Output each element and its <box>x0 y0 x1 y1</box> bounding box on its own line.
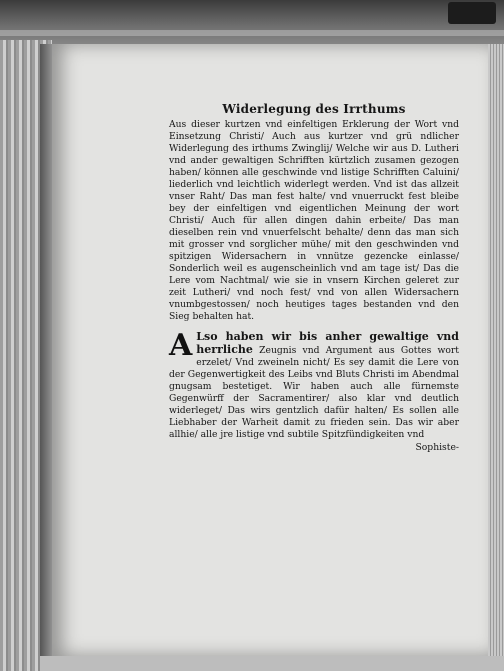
page-heading: Widerlegung des Irrthums <box>222 102 406 116</box>
paragraph-1: Aus dieser kurtzen vnd einfeltigen Erklerung der Wort vnd Einsetzung Christi/ Auch aus kurtzer vnd grü ndlicher Widerlegung des irthums Zwinglij/ Welche wir aus D. Lutheri vnd ander gewaltigen Schrifften kürtzlich zusamen gezogen haben/ können alle geschwinde vnd listige Schrifften Caluini/ liederlich vnd leichtlich widerlegt werden. Vnd ist das allzeit vnser Raht/ Das man fest halte/ vnd vnuerruckt fest bleibe bey der einfeltigen vnd eigentlichen Meinung der wort Christi/ Auch für allen dingen dahin erbeite/ Das man dieselben rein vnd vnuerfelscht behalte/ denn das man sich mit grosser vnd sorglicher mühe/ mit den geschwinden vnd spitzigen Widersachern in vnnütze gezencke einlasse/ Sonderlich weil es augenscheinlich vnd am tage ist/ Das die Lere vom Nachtmal/ wie sie in vnsern Kirchen geleret zur zeit Lutheri/ vnd noch fest/ vnd von allen Widersachern vnumbgestossen/ noch heutiges tages bestanden vnd den Sieg behalten hat. <box>169 119 459 322</box>
catchword: Sophiste- <box>415 442 459 453</box>
page-text-block <box>169 102 459 453</box>
page-stack-right <box>488 44 504 671</box>
initial-letter: A <box>169 328 193 363</box>
paragraph-2 <box>169 328 459 441</box>
book-clasp <box>448 2 496 24</box>
paragraph-2-opening: Lso haben wir bis anher gewaltige vnd herrliche <box>196 330 459 356</box>
book-binding-top <box>0 0 504 48</box>
binding-strip <box>0 30 504 36</box>
paragraph-2-body: Zeugnis vnd Argument aus Gottes wort erzelet/ Vnd zweineln nicht/ Es sey damit die Lere von der Gegenwertigkeit des Leibs vnd Bluts Christi im Abendmal gnugsam bestetiget. Wir haben auch alle fürnemste Gegenwürff der Sacramentirer/ also klar vnd deutlich widerleget/ Das wirs gentzlich dafür halten/ Es sollen alle Liebhaber der Warheit damit zu frieden sein. Das wir aber allhie/ alle jre listige vnd subtile Spitzfündigkeiten vnd <box>169 345 459 440</box>
page-stack-bottom <box>40 656 504 671</box>
